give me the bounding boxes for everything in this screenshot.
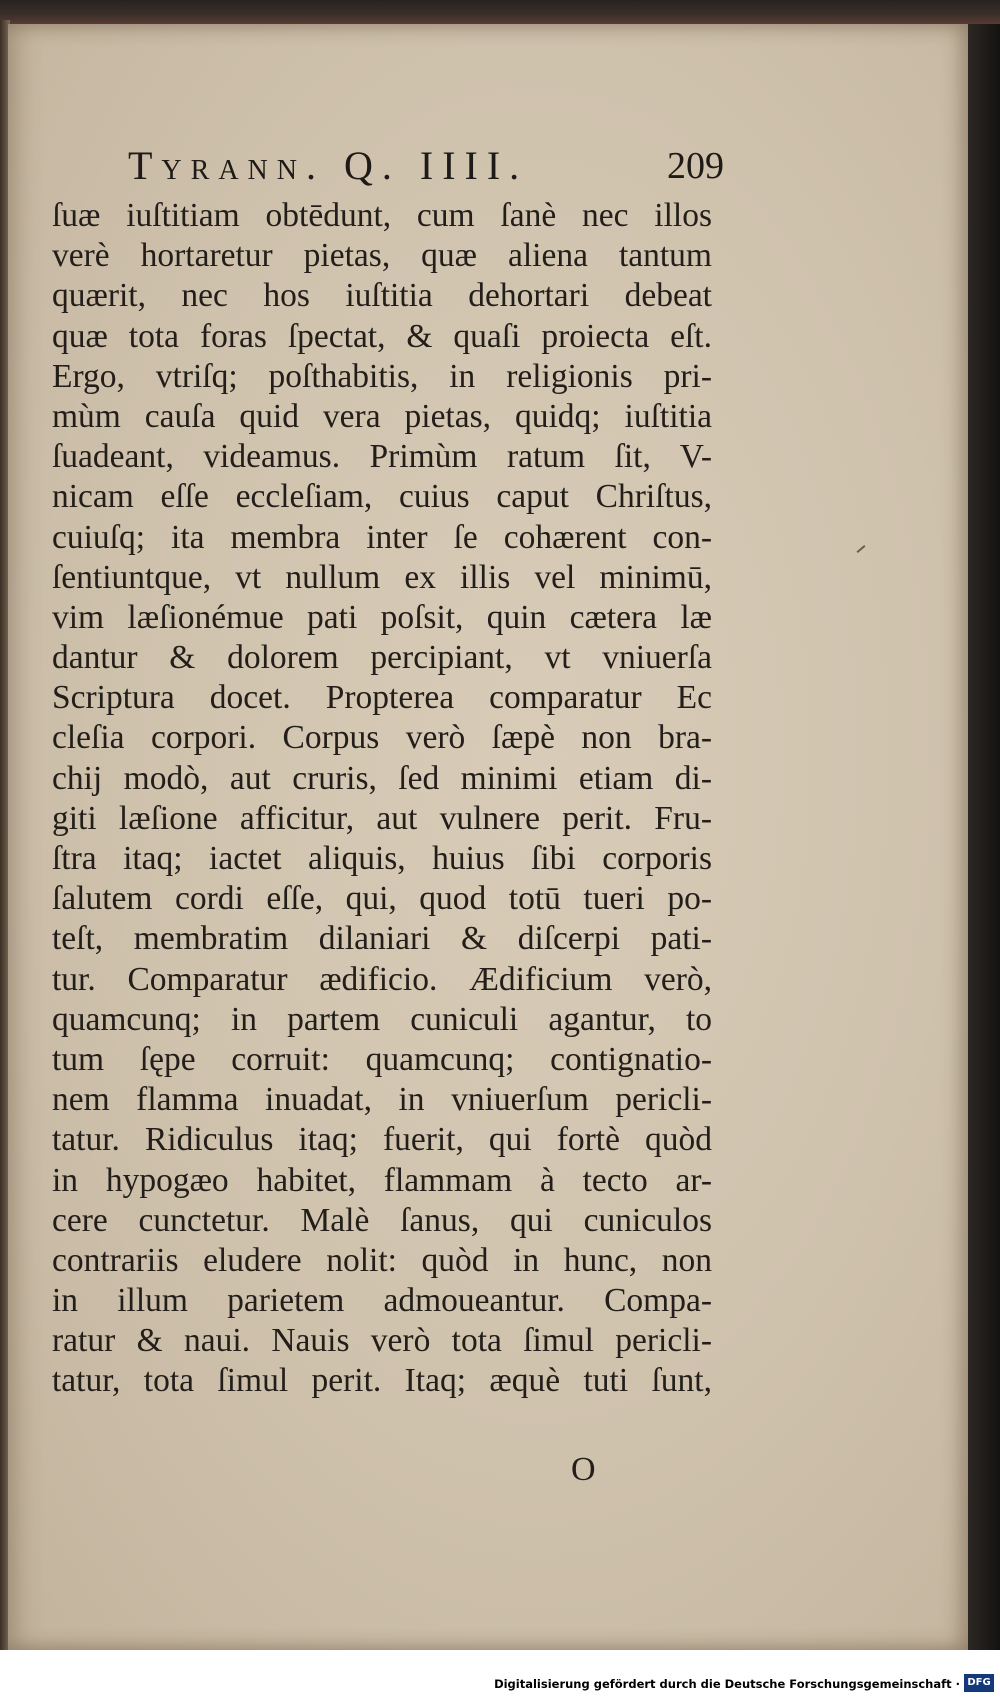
text-line: Ergo, vtriſq; poſthabitis, in religionis pri- (52, 357, 712, 395)
book-right-edge (968, 24, 1000, 1650)
text-line: tum ſępe corruit: quamcunq; contignatio- (52, 1040, 712, 1078)
text-line: vim læſionémue pati poſsit, quin cætera læ (52, 598, 712, 636)
text-line: dantur & dolorem percipiant, vt vniuerſa (52, 639, 712, 677)
text-line: quamcunq; in partem cuniculi agantur, to (52, 1000, 712, 1038)
text-line: ſtra itaq; iactet aliquis, huius ſibi corporis (52, 840, 712, 877)
text-line: mùm cauſa quid vera pietas, quidq; iuſtitia (52, 397, 712, 435)
text-line: ſuæ iuſtitiam obtēdunt, cum ſanè nec illos (52, 197, 712, 234)
text-line: in hypogæo habitet, flammam à tecto ar- (52, 1161, 712, 1199)
text-line: cere cunctetur. Malè ſanus, qui cuniculos (52, 1201, 712, 1239)
page-number: 209 (667, 145, 724, 187)
text-line: nicam eſſe eccleſiam, cuius caput Chriſtus, (52, 478, 712, 516)
funding-credit: Digitalisierung gefördert durch die Deutsche Forschungsgemeinschaft · (494, 1677, 960, 1691)
book-top-edge (0, 0, 1000, 24)
digitization-footer (0, 1650, 1000, 1707)
text-line: tatur. Ridiculus itaq; fuerit, qui fortè quòd (52, 1121, 712, 1159)
text-line: cuiuſq; ita membra inter ſe cohærent con- (52, 518, 712, 556)
text-line: chij modò, aut cruris, ſed minimi etiam di- (52, 759, 712, 797)
text-line: nem flamma inuadat, in vniuerſum pericli- (52, 1081, 712, 1119)
text-line: ſentiuntque, vt nullum ex illis vel minimū, (52, 558, 712, 596)
ink-mark (857, 545, 866, 553)
text-line: cleſia corpori. Corpus verò ſæpè non bra- (52, 719, 712, 757)
text-line: quærit, nec hos iuſtitia dehortari debeat (52, 277, 712, 315)
text-line: verè hortaretur pietas, quæ aliena tantum (52, 237, 712, 275)
dfg-logo: DFG (964, 1674, 994, 1692)
book-page (8, 24, 968, 1650)
body-text (52, 196, 712, 1402)
catchword: O (571, 1451, 596, 1488)
text-line: tatur, tota ſimul perit. Itaq; æquè tuti ſunt, (52, 1362, 712, 1400)
text-line: ratur & naui. Nauis verò tota ſimul pericli- (52, 1322, 712, 1360)
running-head: Tyrann. Q. IIII. (128, 143, 529, 188)
text-line: Scriptura docet. Propterea comparatur Ec (52, 679, 712, 717)
text-line: in illum parietem admoueantur. Compa- (52, 1282, 712, 1320)
text-line: ſuadeant, videamus. Primùm ratum ſit, V- (52, 438, 712, 476)
text-line: giti læſione afficitur, aut vulnere perit. Fru- (52, 799, 712, 837)
text-line: contrariis eludere nolit: quòd in hunc, non (52, 1241, 712, 1279)
text-line: teſt, membratim dilaniari & diſcerpi pati- (52, 920, 712, 958)
page-header (128, 142, 728, 198)
text-line: ſalutem cordi eſſe, qui, quod totū tueri po- (52, 880, 712, 918)
text-line: quæ tota foras ſpectat, & quaſi proiecta eſt. (52, 317, 712, 355)
text-line: tur. Comparatur ædificio. Ædificium verò, (52, 960, 712, 998)
